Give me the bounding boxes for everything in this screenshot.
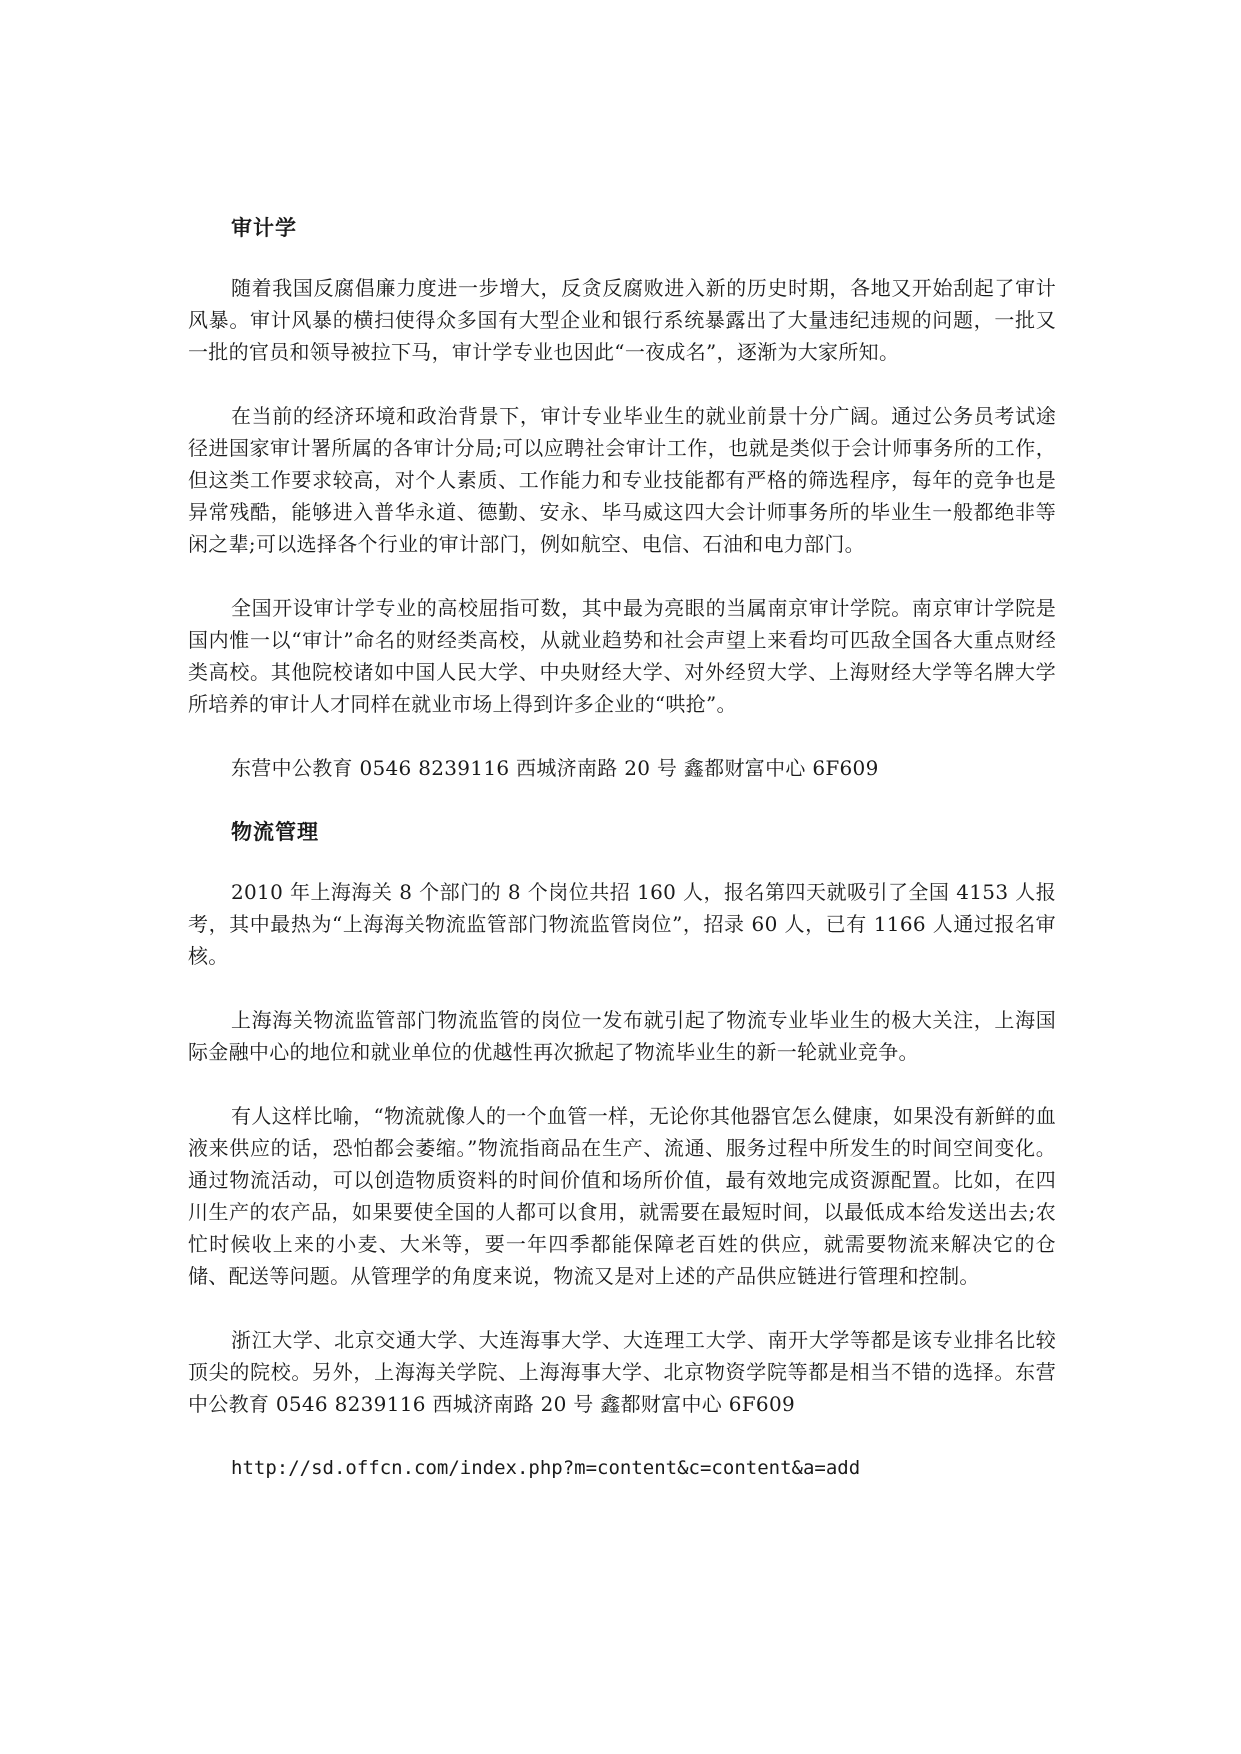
document-body — [188, 212, 1056, 1484]
audit-paragraph-2: 在当前的经济环境和政治背景下，审计专业毕业生的就业前景十分广阔。通过公务员考试途径进国家审计署所属的各审计分局;可以应聘社会审计工作，也就是类似于会计师事务所的工作，但这类工作要求较高，对个人素质、工作能力和专业技能都有严格的筛选程序，每年的竞争也是异常残酷，能够进入普华永道、德勤、安永、毕马威这四大会计师事务所的毕业生一般都绝非等闲之辈;可以选择各个行业的审计部门，例如航空、电信、石油和电力部门。 — [188, 404, 1056, 556]
audit-paragraph-1: 随着我国反腐倡廉力度进一步增大，反贪反腐败进入新的历史时期，各地又开始刮起了审计风暴。审计风暴的横扫使得众多国有大型企业和银行系统暴露出了大量违纪违规的问题，一批又一批的官员和领导被拉下马，审计学专业也因此“一夜成名”，逐渐为大家所知。 — [188, 276, 1056, 364]
logistics-paragraph-3: 有人这样比喻，“物流就像人的一个血管一样，无论你其他器官怎么健康，如果没有新鲜的血液来供应的话，恐怕都会萎缩。”物流指商品在生产、流通、服务过程中所发生的时间空间变化。通过物流活动，可以创造物质资料的时间价值和场所价值，最有效地完成资源配置。比如，在四川生产的农产品，如果要使全国的人都可以食用，就需要在最短时间，以最低成本给发送出去;农忙时候收上来的小麦、大米等，要一年四季都能保障老百姓的供应，就需要物流来解决它的仓储、配送等问题。从管理学的角度来说，物流又是对上述的产品供应链进行管理和控制。 — [188, 1104, 1056, 1288]
section-heading-audit: 审计学 — [231, 216, 297, 240]
section-heading-logistics: 物流管理 — [231, 820, 319, 844]
logistics-paragraph-4: 浙江大学、北京交通大学、大连海事大学、大连理工大学、南开大学等都是该专业排名比较顶尖的院校。另外，上海海关学院、上海海事大学、北京物资学院等都是相当不错的选择。东营中公教育 0546 8239116 西城济南路 20 号 鑫都财富中心 6F609 — [188, 1328, 1056, 1416]
audit-contact-line: 东营中公教育 0546 8239116 西城济南路 20 号 鑫都财富中心 6F609 — [231, 756, 879, 780]
audit-paragraph-3: 全国开设审计学专业的高校屈指可数，其中最为亮眼的当属南京审计学院。南京审计学院是国内惟一以“审计”命名的财经类高校，从就业趋势和社会声望上来看均可匹敌全国各大重点财经类高校。其他院校诸如中国人民大学、中央财经大学、对外经贸大学、上海财经大学等名牌大学所培养的审计人才同样在就业市场上得到许多企业的“哄抢”。 — [188, 596, 1056, 716]
logistics-paragraph-2: 上海海关物流监管部门物流监管的岗位一发布就引起了物流专业毕业生的极大关注，上海国际金融中心的地位和就业单位的优越性再次掀起了物流毕业生的新一轮就业竞争。 — [188, 1008, 1056, 1064]
logistics-paragraph-1: 2010 年上海海关 8 个部门的 8 个岗位共招 160 人，报名第四天就吸引了全国 4153 人报考，其中最热为“上海海关物流监管部门物流监管岗位”，招录 60 人，已有 1166 人通过报名审核。 — [188, 880, 1056, 968]
footer-url[interactable]: http://sd.offcn.com/index.php?m=content&c=content&a=add — [231, 1457, 861, 1479]
